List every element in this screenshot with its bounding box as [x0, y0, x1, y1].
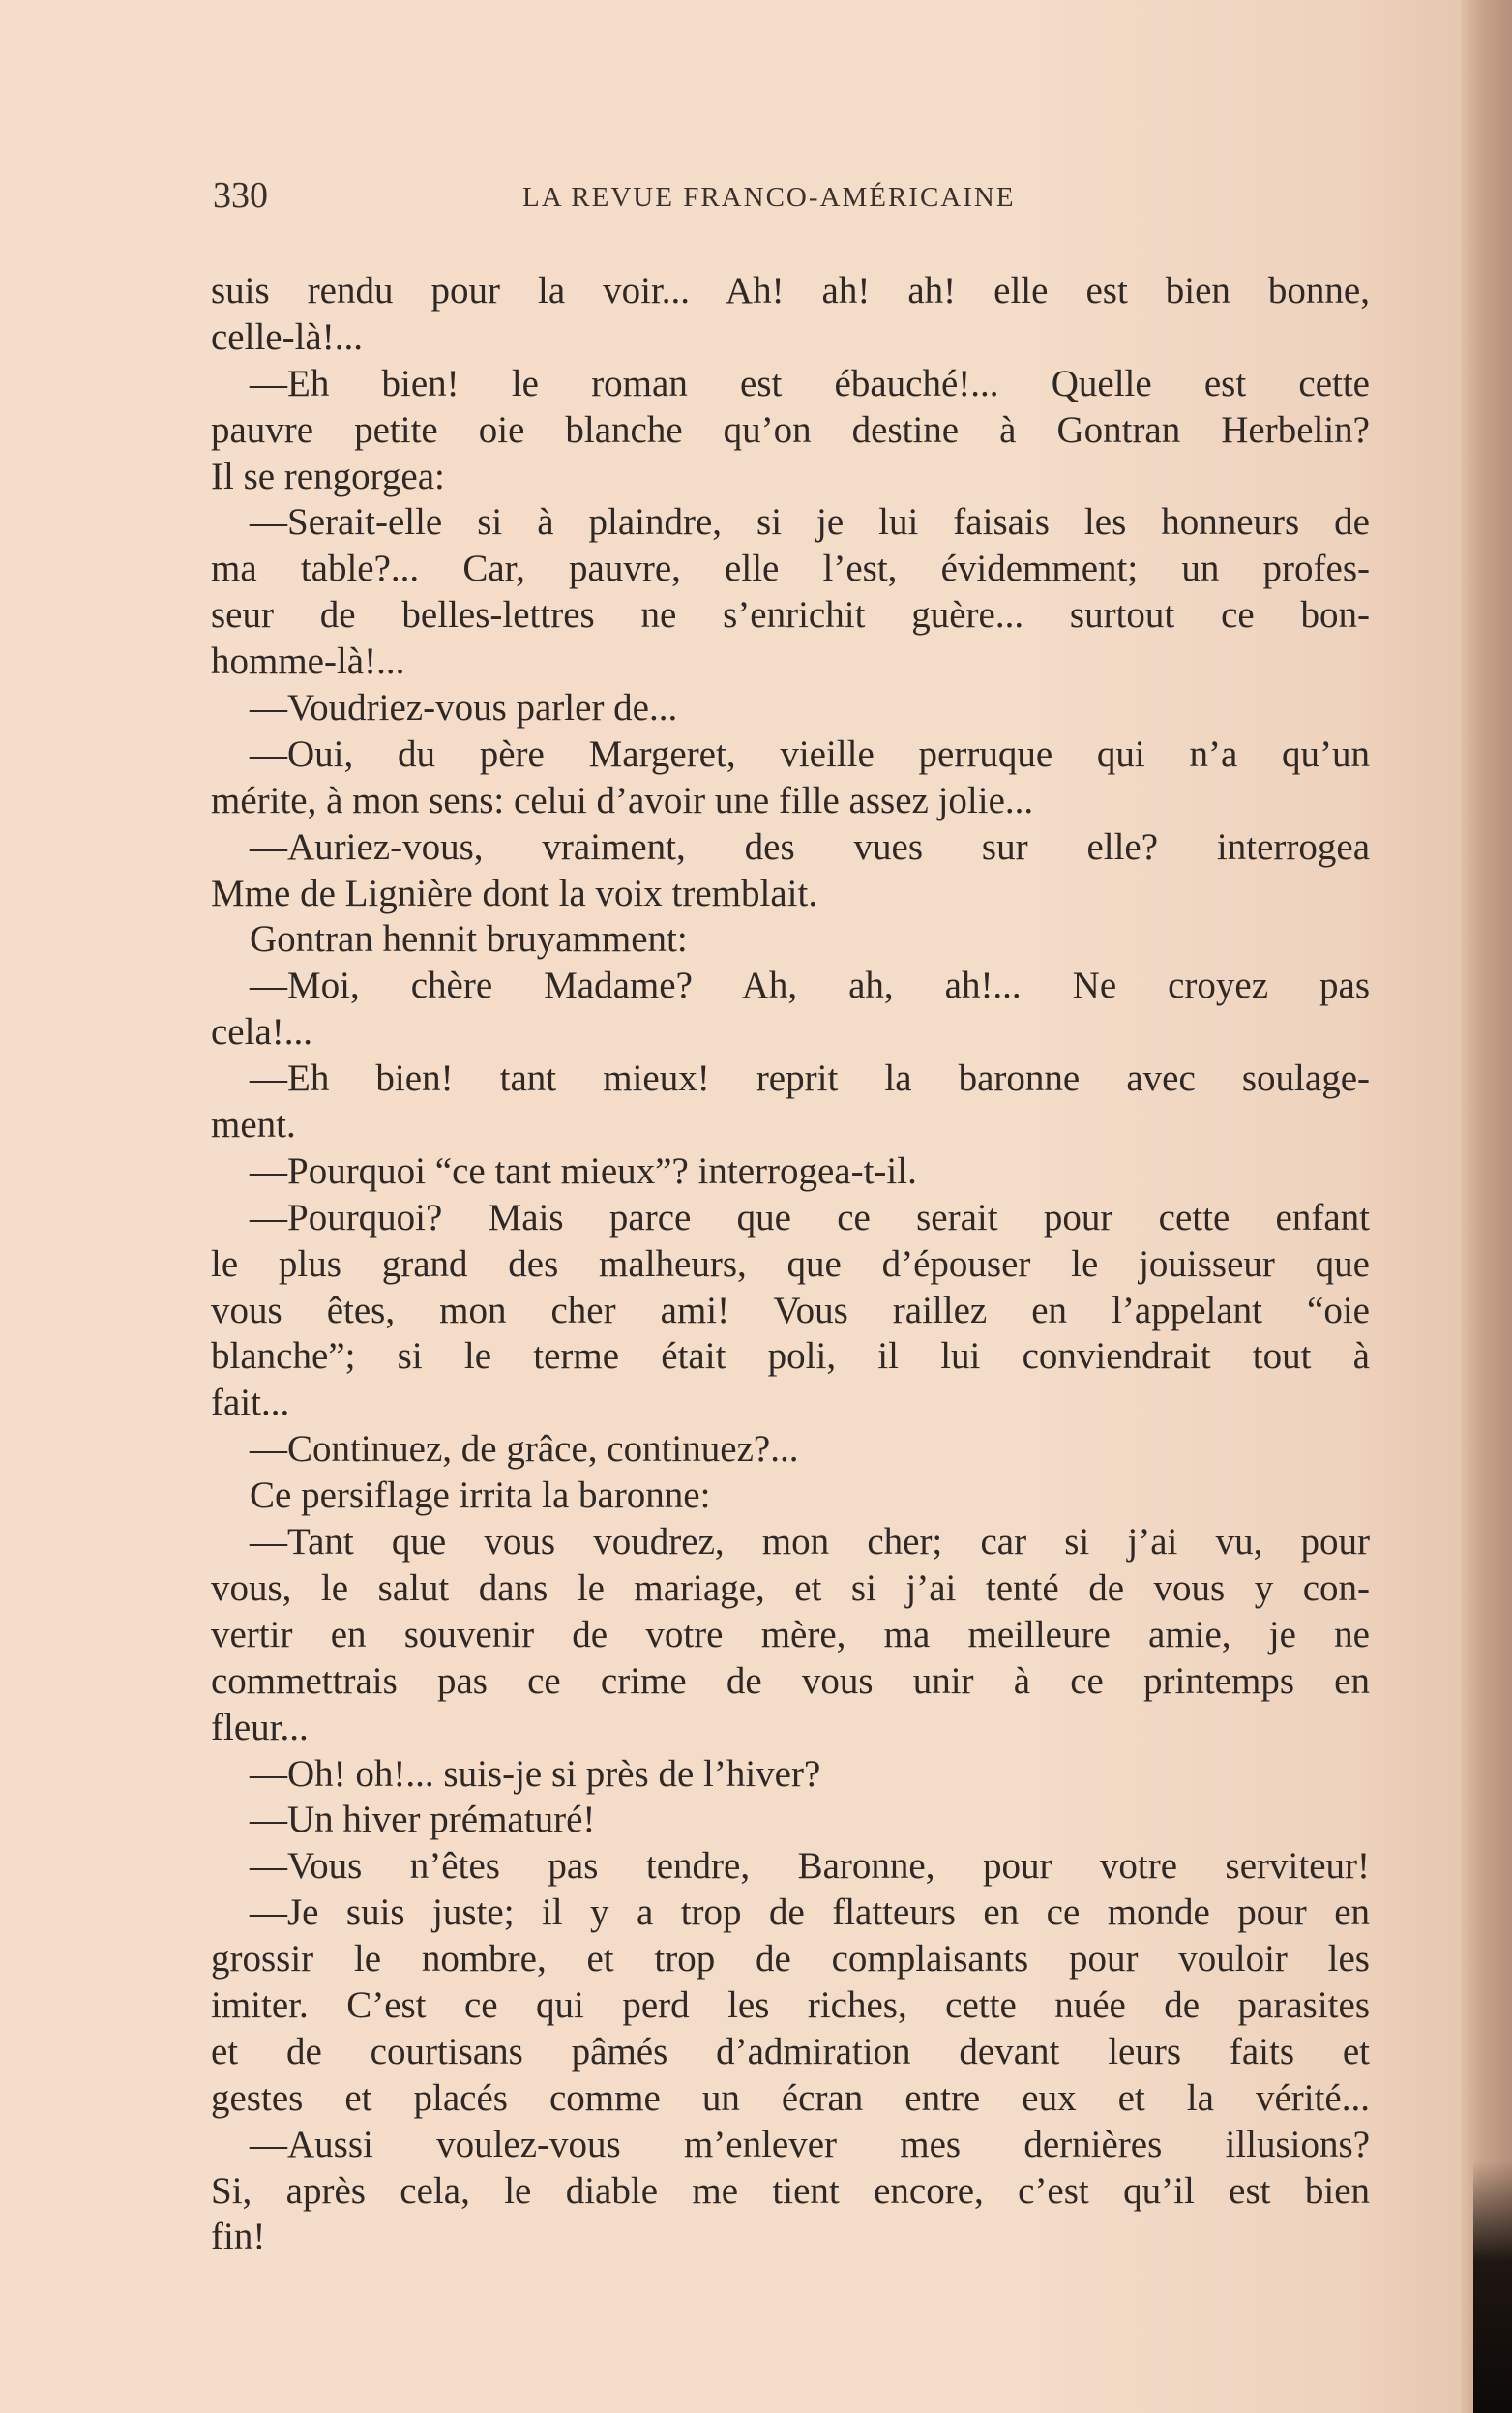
text-line: Gontran hennit bruyamment:	[250, 918, 688, 961]
text-line: blanche”; si le terme était poli, il lui conviendrait tout à	[211, 1335, 1370, 1378]
text-line: —Auriez-vous, vraiment, des vues sur elle? interrogea	[250, 825, 1370, 868]
book-spine-edge	[1461, 0, 1512, 2413]
text-line: mérite, à mon sens: celui d’avoir une fille assez jolie...	[211, 779, 1034, 821]
page-shadow	[1473, 2161, 1512, 2413]
page-header	[213, 174, 1374, 223]
text-line: —Eh bien! tant mieux! reprit la baronne avec soulage-	[250, 1058, 1370, 1100]
page-number: 330	[213, 175, 268, 216]
text-line: suis rendu pour la voir... Ah! ah! ah! elle est bien bonne,	[211, 270, 1370, 312]
text-line: Mme de Lignière dont la voix tremblait.	[211, 872, 818, 914]
text-line: —Oui, du père Margeret, vieille perruque qui n’a qu’un	[250, 732, 1370, 775]
text-line: grossir le nombre, et trop de complaisants pour vouloir les	[211, 1938, 1370, 1981]
text-line: ma table?... Car, pauvre, elle l’est, évidemment; un profes-	[211, 548, 1370, 590]
text-line: —Un hiver prématuré!	[250, 1799, 596, 1841]
text-line: vertir en souvenir de votre mère, ma meilleure amie, je ne	[211, 1613, 1370, 1655]
text-line: —Moi, chère Madame? Ah, ah, ah!... Ne croyez pas	[250, 965, 1370, 1007]
text-line: —Pourquoi? Mais parce que ce serait pour cette enfant	[250, 1196, 1370, 1238]
text-line: —Pourquoi “ce tant mieux”? interrogea-t-il.	[250, 1149, 917, 1192]
text-line: homme-là!...	[211, 640, 405, 683]
text-line: gestes et placés comme un écran entre eux et la vérité...	[211, 2076, 1370, 2119]
text-line: —Tant que vous voudrez, mon cher; car si j’ai vu, pour	[250, 1521, 1370, 1564]
text-line: commettrais pas ce crime de vous unir à ce printemps en	[211, 1659, 1370, 1702]
text-line: vous, le salut dans le mariage, et si j’ai tenté de vous y con-	[211, 1566, 1370, 1609]
text-line: seur de belles-lettres ne s’enrichit guère... surtout ce bon-	[211, 594, 1370, 637]
text-line: —Vous n’êtes pas tendre, Baronne, pour votre serviteur!	[250, 1845, 1370, 1888]
text-line: ment.	[211, 1104, 296, 1147]
text-line: celle-là!...	[211, 315, 363, 358]
text-line: cela!...	[211, 1011, 313, 1054]
text-line: fait...	[211, 1382, 290, 1424]
text-line: Ce persiflage irrita la baronne:	[250, 1475, 711, 1517]
text-line: imiter. C’est ce qui perd les riches, cette nuée de parasites	[211, 1983, 1370, 2026]
running-head: LA REVUE FRANCO-AMÉRICAINE	[522, 182, 1016, 213]
text-line: —Je suis juste; il y a trop de flatteurs en ce monde pour en	[250, 1892, 1370, 1934]
text-line: —Eh bien! le roman est ébauché!... Quelle est cette	[250, 362, 1370, 404]
body-text	[211, 268, 1370, 2260]
text-line: —Voudriez-vous parler de...	[250, 687, 678, 730]
text-line: et de courtisans pâmés d’admiration devant leurs faits et	[211, 2030, 1370, 2072]
text-line: —Oh! oh!... suis-je si près de l’hiver?	[250, 1752, 821, 1795]
text-line: Si, après cela, le diable me tient encore, c’est qu’il est bien	[211, 2169, 1370, 2212]
text-line: Il se rengorgea:	[211, 455, 445, 497]
text-line: —Continuez, de grâce, continuez?...	[250, 1428, 799, 1471]
text-line: —Serait-elle si à plaindre, si je lui faisais les honneurs de	[250, 501, 1370, 544]
text-line: le plus grand des malheurs, que d’épouser le jouisseur que	[211, 1242, 1370, 1285]
text-line: vous êtes, mon cher ami! Vous raillez en l’appelant “oie	[211, 1289, 1370, 1331]
text-line: —Aussi voulez-vous m’enlever mes dernières illusions?	[250, 2123, 1370, 2165]
text-line: pauvre petite oie blanche qu’on destine à Gontran Herbelin?	[211, 408, 1370, 451]
text-line: fleur...	[211, 1706, 309, 1748]
text-line: fin!	[211, 2216, 266, 2258]
